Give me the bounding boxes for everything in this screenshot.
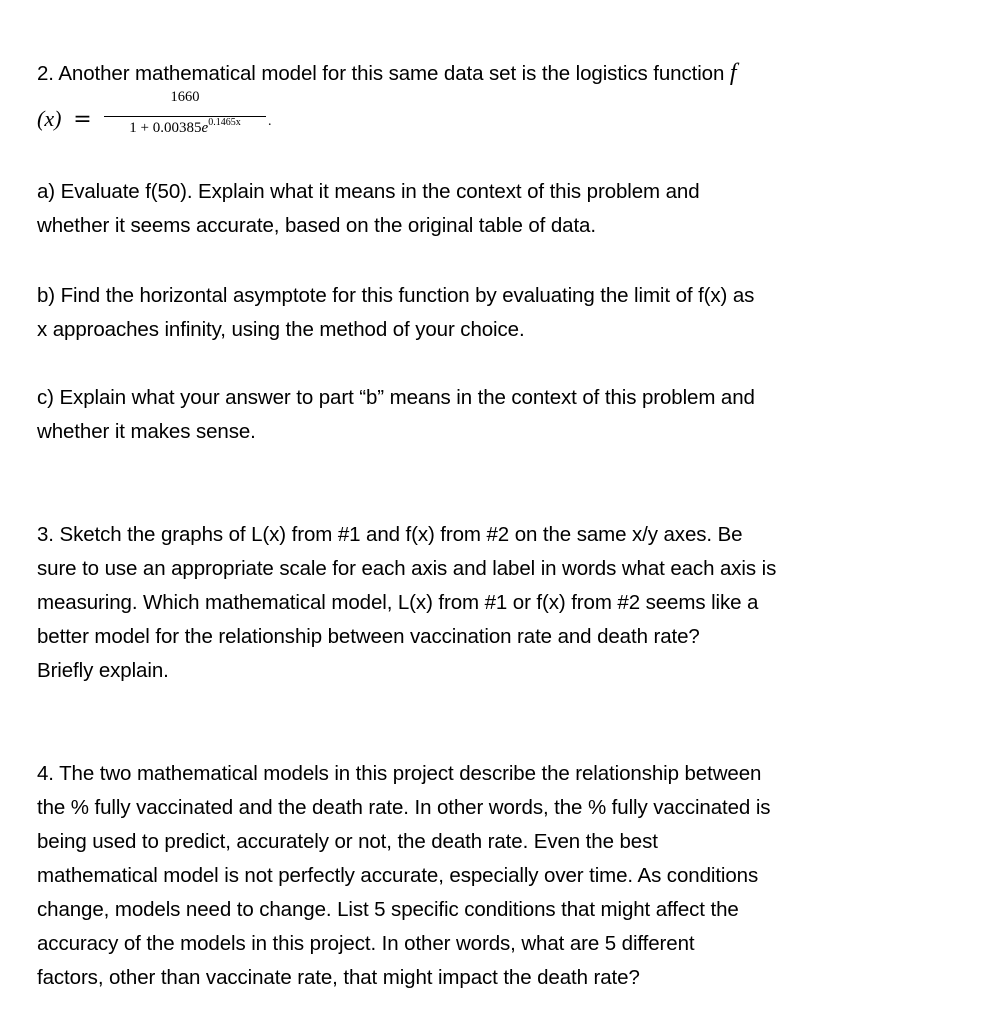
q4-line-5: change, models need to change. List 5 specific conditions that might affect the [37, 898, 739, 921]
q2a-line-2: whether it seems accurate, based on the original table of data. [37, 214, 596, 237]
q2-formula-terminator: . [268, 114, 272, 129]
q2-formula-numerator: 1660 [170, 89, 200, 105]
q4-line-2: the % fully vaccinated and the death rate. In other words, the % fully vaccinated is [37, 796, 771, 819]
q2-formula-fraction-bar [104, 116, 266, 117]
q4-line-3: being used to predict, accurately or not, the death rate. Even the best [37, 830, 658, 853]
q4-line-6: accuracy of the models in this project. In other words, what are 5 different [37, 932, 695, 955]
q4-line-1: 4. The two mathematical models in this project describe the relationship between [37, 762, 762, 785]
q2-formula-lhs [37, 104, 92, 134]
q3-line-4: better model for the relationship between vaccination rate and death rate? [37, 625, 700, 648]
q2c-line-1: c) Explain what your answer to part “b” means in the context of this problem and [37, 386, 755, 409]
q2b-line-1: b) Find the horizontal asymptote for this function by evaluating the limit of f(x) as [37, 284, 755, 307]
q3-line-2: sure to use an appropriate scale for each axis and label in words what each axis is [37, 557, 777, 580]
q2-intro-line [37, 59, 736, 88]
q2-function-name: f [729, 60, 737, 86]
q2b-line-2: x approaches infinity, using the method of your choice. [37, 318, 525, 341]
q4-line-4: mathematical model is not perfectly accurate, especially over time. As conditions [37, 864, 759, 887]
q2-intro-text: 2. Another mathematical model for this same data set is the logistics function [37, 62, 725, 85]
q2-formula-arg: (x) [37, 106, 62, 131]
q3-line-3: measuring. Which mathematical model, L(x) from #1 or f(x) from #2 seems like a [37, 591, 759, 614]
q2c-line-2: whether it makes sense. [37, 420, 256, 443]
q3-line-5: Briefly explain. [37, 659, 169, 682]
q2-formula-denominator-exponent: 0.1465x [208, 117, 241, 128]
q2-formula-equals: = [73, 107, 92, 132]
q2a-line-1: a) Evaluate f(50). Explain what it means in the context of this problem and [37, 180, 700, 203]
q2-formula-fraction [104, 88, 266, 136]
q2-formula-denominator-e: e [201, 120, 209, 136]
q4-line-7: factors, other than vaccinate rate, that might impact the death rate? [37, 966, 640, 989]
q3-line-1: 3. Sketch the graphs of L(x) from #1 and f(x) from #2 on the same x/y axes. Be [37, 523, 743, 546]
q2-formula-denominator [104, 118, 266, 140]
q2-formula-denominator-base: 1 + 0.00385 [129, 120, 202, 136]
